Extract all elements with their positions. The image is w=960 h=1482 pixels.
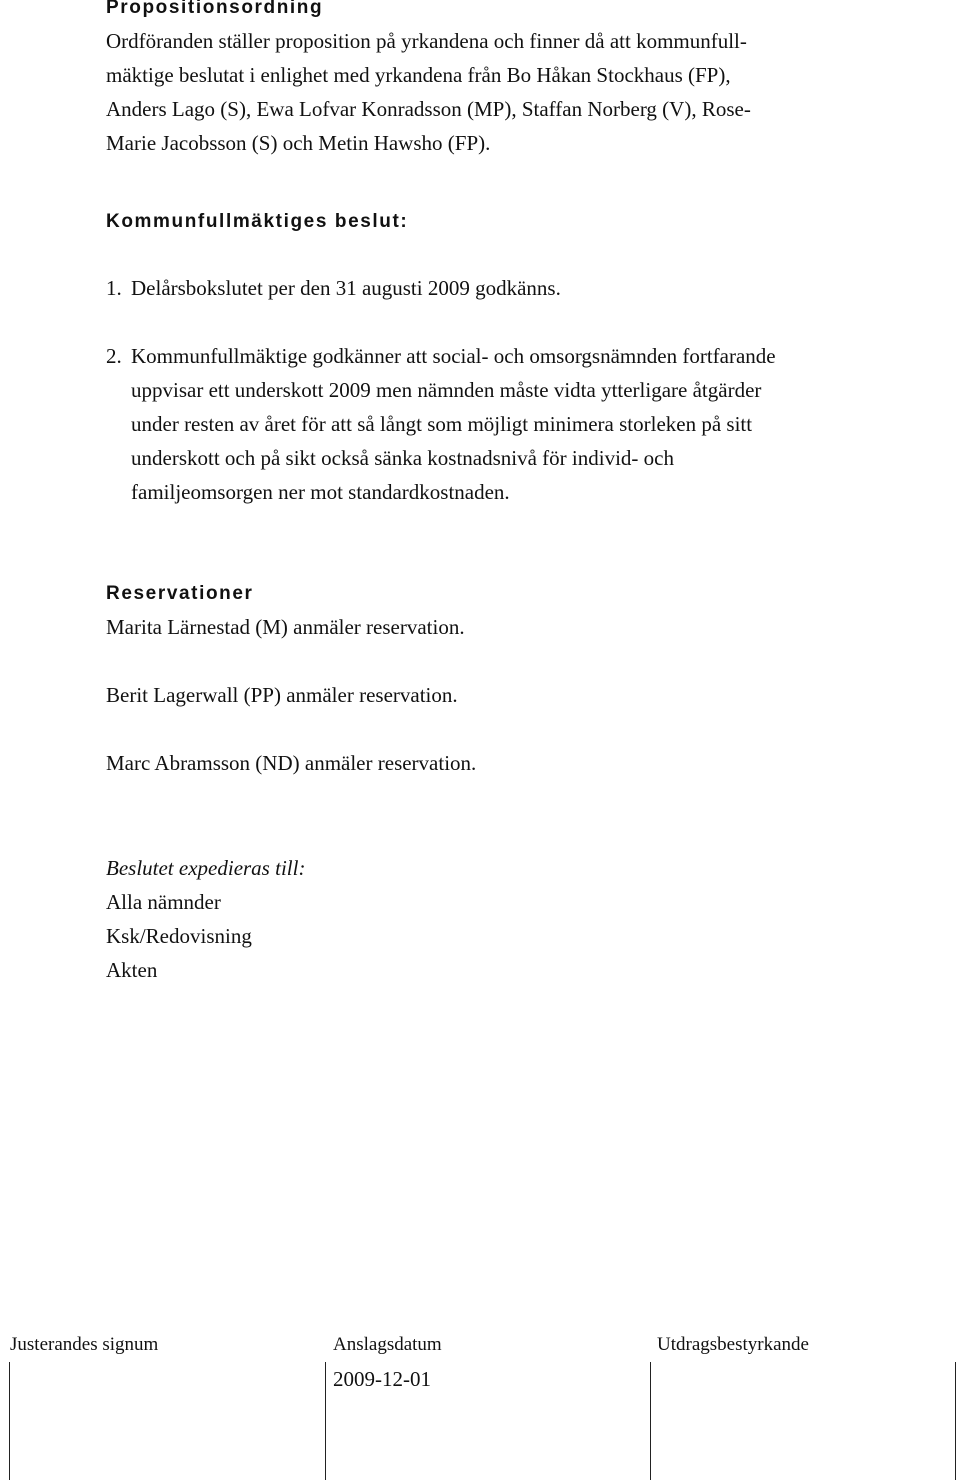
proposition-paragraph [106,24,751,160]
distribution-heading: Beslutet expedieras till: [106,856,306,880]
distribution-recipient: Akten [106,958,158,982]
signature-box-border [9,1362,10,1480]
distribution-list [106,885,252,987]
reservations-heading: Reservationer [106,583,254,604]
reservation-entry: Berit Lagerwall (PP) anmäler reservation. [106,683,458,707]
decision-item-text [131,339,776,509]
decision-item-number: 2. [106,344,122,368]
proposition-heading: Propositionsordning [106,0,324,18]
footer-labels [0,1333,960,1357]
distribution-recipient: Alla nämnder [106,890,221,914]
decision-item-line: uppvisar ett underskott 2009 men nämnden måste vidta ytterligare åtgärder [131,378,762,402]
proposition-line: mäktige beslutat i enlighet med yrkandena från Bo Håkan Stockhaus (FP), [106,63,731,87]
proposition-line: Marie Jacobsson (S) och Metin Hawsho (FP). [106,131,491,155]
decision-item-line: under resten av året för att så långt som möjligt minimera storleken på sitt [131,412,753,436]
distribution-recipient: Ksk/Redovisning [106,924,252,948]
decision-item-number: 1. [106,276,122,300]
decision-heading: Kommunfullmäktiges beslut: [106,211,409,232]
decision-item-line: Kommunfullmäktige godkänner att social- och omsorgsnämnden fortfarande [131,344,776,368]
posting-date-label: Anslagsdatum [333,1334,442,1355]
decision-item-line: underskott och på sikt också sänka kostnadsnivå för individ- och [131,446,674,470]
posting-date-value: 2009-12-01 [333,1367,431,1391]
reservation-entry: Marita Lärnestad (M) anmäler reservation. [106,615,465,639]
proposition-line: Anders Lago (S), Ewa Lofvar Konradsson (MP), Staffan Norberg (V), Rose- [106,97,751,121]
proposition-line: Ordföranden ställer proposition på yrkandena och finner då att kommunfull- [106,29,747,53]
footer-right-border [955,1362,956,1480]
signature-label: Justerandes signum [10,1334,159,1355]
certification-box-border [650,1362,651,1480]
decision-item-text [131,271,561,305]
decision-item-line: Delårsbokslutet per den 31 augusti 2009 godkänns. [131,276,561,300]
reservation-entry: Marc Abramsson (ND) anmäler reservation. [106,751,477,775]
certification-label: Utdragsbestyrkande [657,1334,809,1355]
decision-item-line: familjeomsorgen ner mot standardkostnaden. [131,480,510,504]
decision-item-1 [106,271,561,305]
posting-date-box-border [325,1362,326,1480]
decision-item-2 [106,339,776,504]
